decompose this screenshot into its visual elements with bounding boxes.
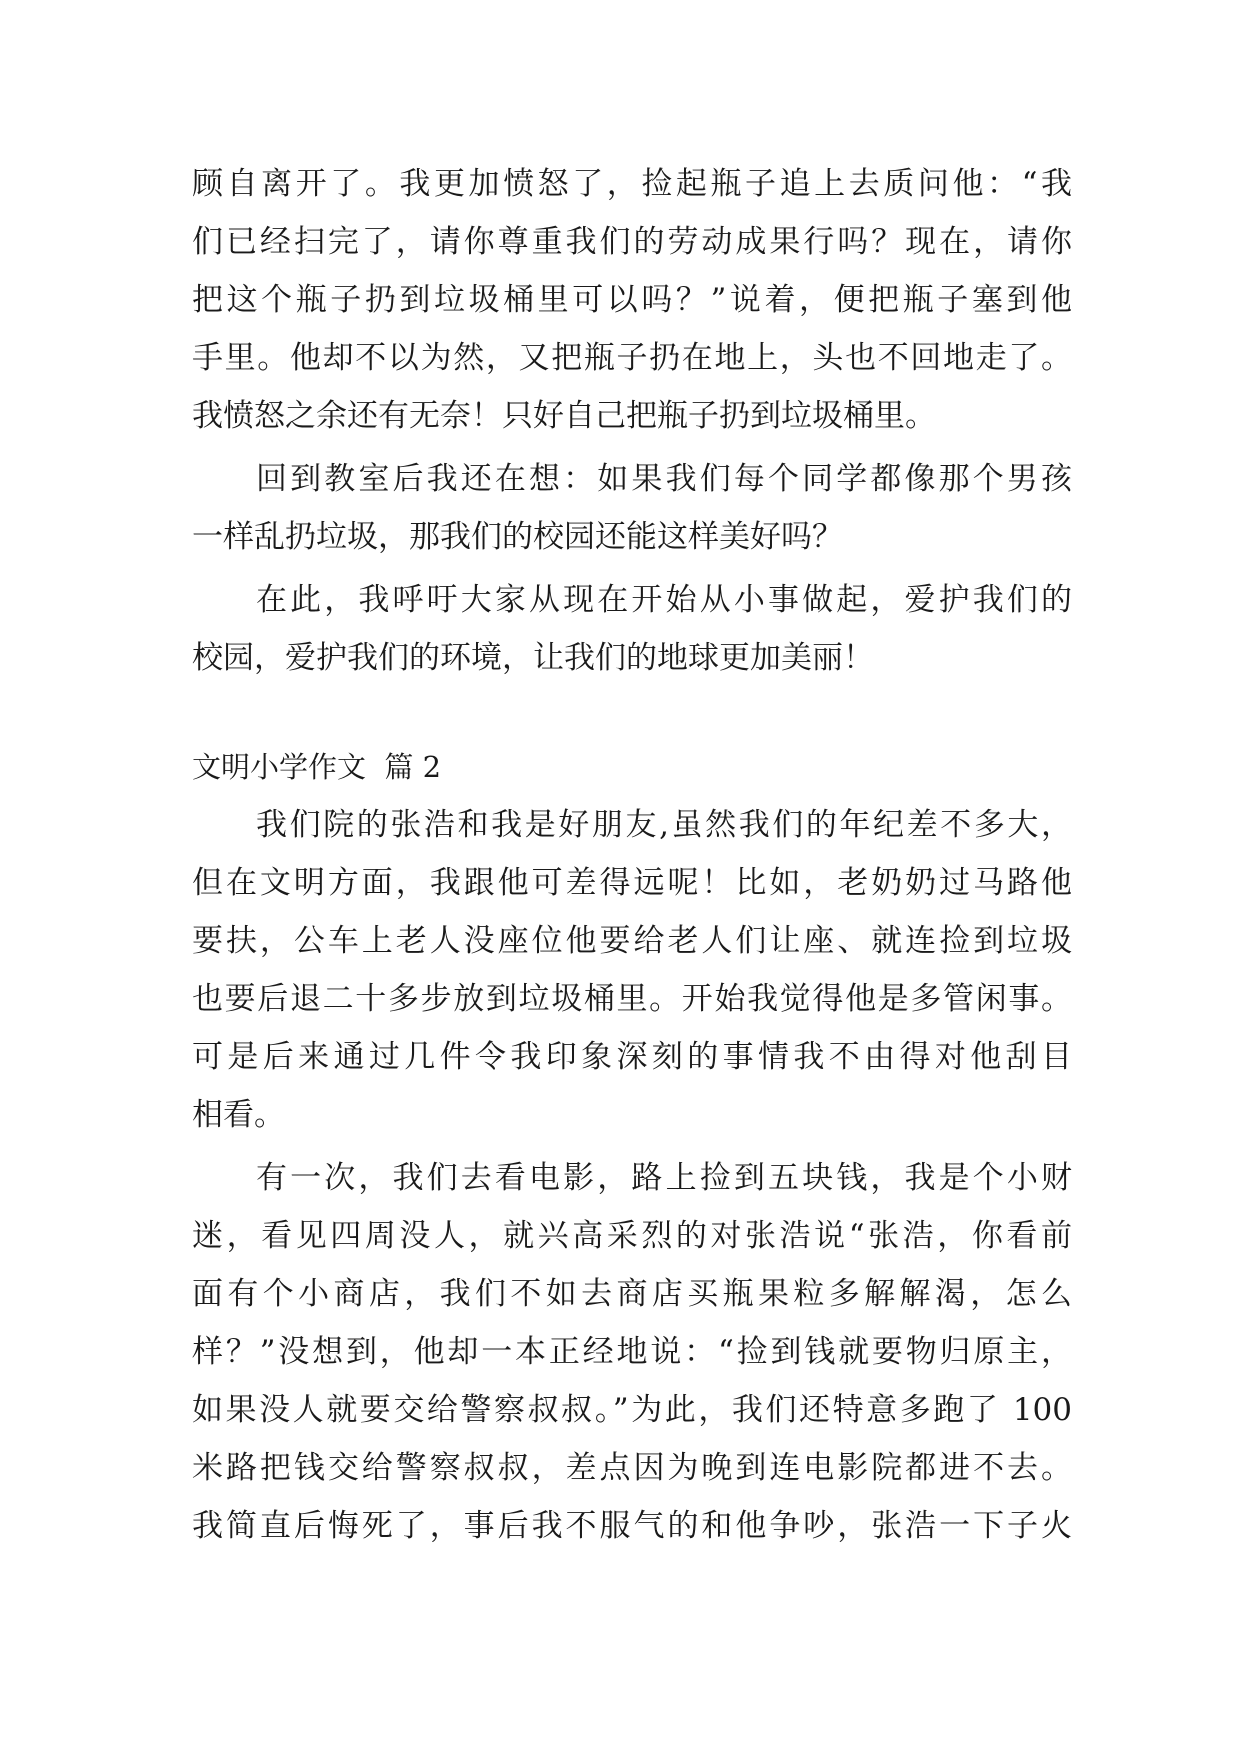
paragraph-line: 相看。 (192, 1097, 285, 1133)
paragraph-line: 校园，爱护我们的环境，让我们的地球更加美丽！ (192, 640, 874, 676)
paragraph-line: 我们院的张浩和我是好朋友,虽然我们的年纪差不多大， (256, 807, 1072, 843)
paragraph-line: 如果没人就要交给警察叔叔。”为此，我们还特意多跑了 100 (192, 1392, 1072, 1428)
paragraph-line: 们已经扫完了，请你尊重我们的劳动成果行吗？现在，请你 (192, 224, 1072, 260)
paragraph-line: 我简直后悔死了，事后我不服气的和他争吵，张浩一下子火 (192, 1508, 1072, 1544)
paragraph-line: 迷，看见四周没人，就兴高采烈的对张浩说“张浩，你看前 (192, 1218, 1072, 1254)
paragraph-line: 有一次，我们去看电影，路上捡到五块钱，我是个小财 (256, 1160, 1072, 1196)
paragraph-line: 顾自离开了。我更加愤怒了，捡起瓶子追上去质问他：“我 (192, 166, 1072, 202)
paragraph-line: 可是后来通过几件令我印象深刻的事情我不由得对他刮目 (192, 1039, 1072, 1075)
paragraph-line: 要扶，公车上老人没座位他要给老人们让座、就连捡到垃圾 (192, 923, 1072, 959)
paragraph-line: 一样乱扔垃圾，那我们的校园还能这样美好吗？ (192, 519, 843, 555)
paragraph-line: 手里。他却不以为然，又把瓶子扔在地上，头也不回地走了。 (192, 340, 1072, 376)
paragraph-line: 在此，我呼吁大家从现在开始从小事做起，爱护我们的 (256, 582, 1072, 618)
section-heading: 文明小学作文 篇 2 (192, 750, 442, 784)
paragraph-line: 回到教室后我还在想：如果我们每个同学都像那个男孩 (256, 461, 1072, 497)
paragraph-line: 面有个小商店，我们不如去商店买瓶果粒多解解渴，怎么 (192, 1276, 1072, 1312)
paragraph-line: 我愤怒之余还有无奈！只好自己把瓶子扔到垃圾桶里。 (192, 398, 936, 434)
paragraph-line: 也要后退二十多步放到垃圾桶里。开始我觉得他是多管闲事。 (192, 981, 1072, 1017)
paragraph-line: 但在文明方面，我跟他可差得远呢！比如，老奶奶过马路他 (192, 865, 1072, 901)
paragraph-line: 米路把钱交给警察叔叔，差点因为晚到连电影院都进不去。 (192, 1450, 1072, 1486)
paragraph-line: 把这个瓶子扔到垃圾桶里可以吗？”说着，便把瓶子塞到他 (192, 282, 1072, 318)
paragraph-line: 样？”没想到，他却一本正经地说：“捡到钱就要物归原主， (192, 1334, 1072, 1370)
